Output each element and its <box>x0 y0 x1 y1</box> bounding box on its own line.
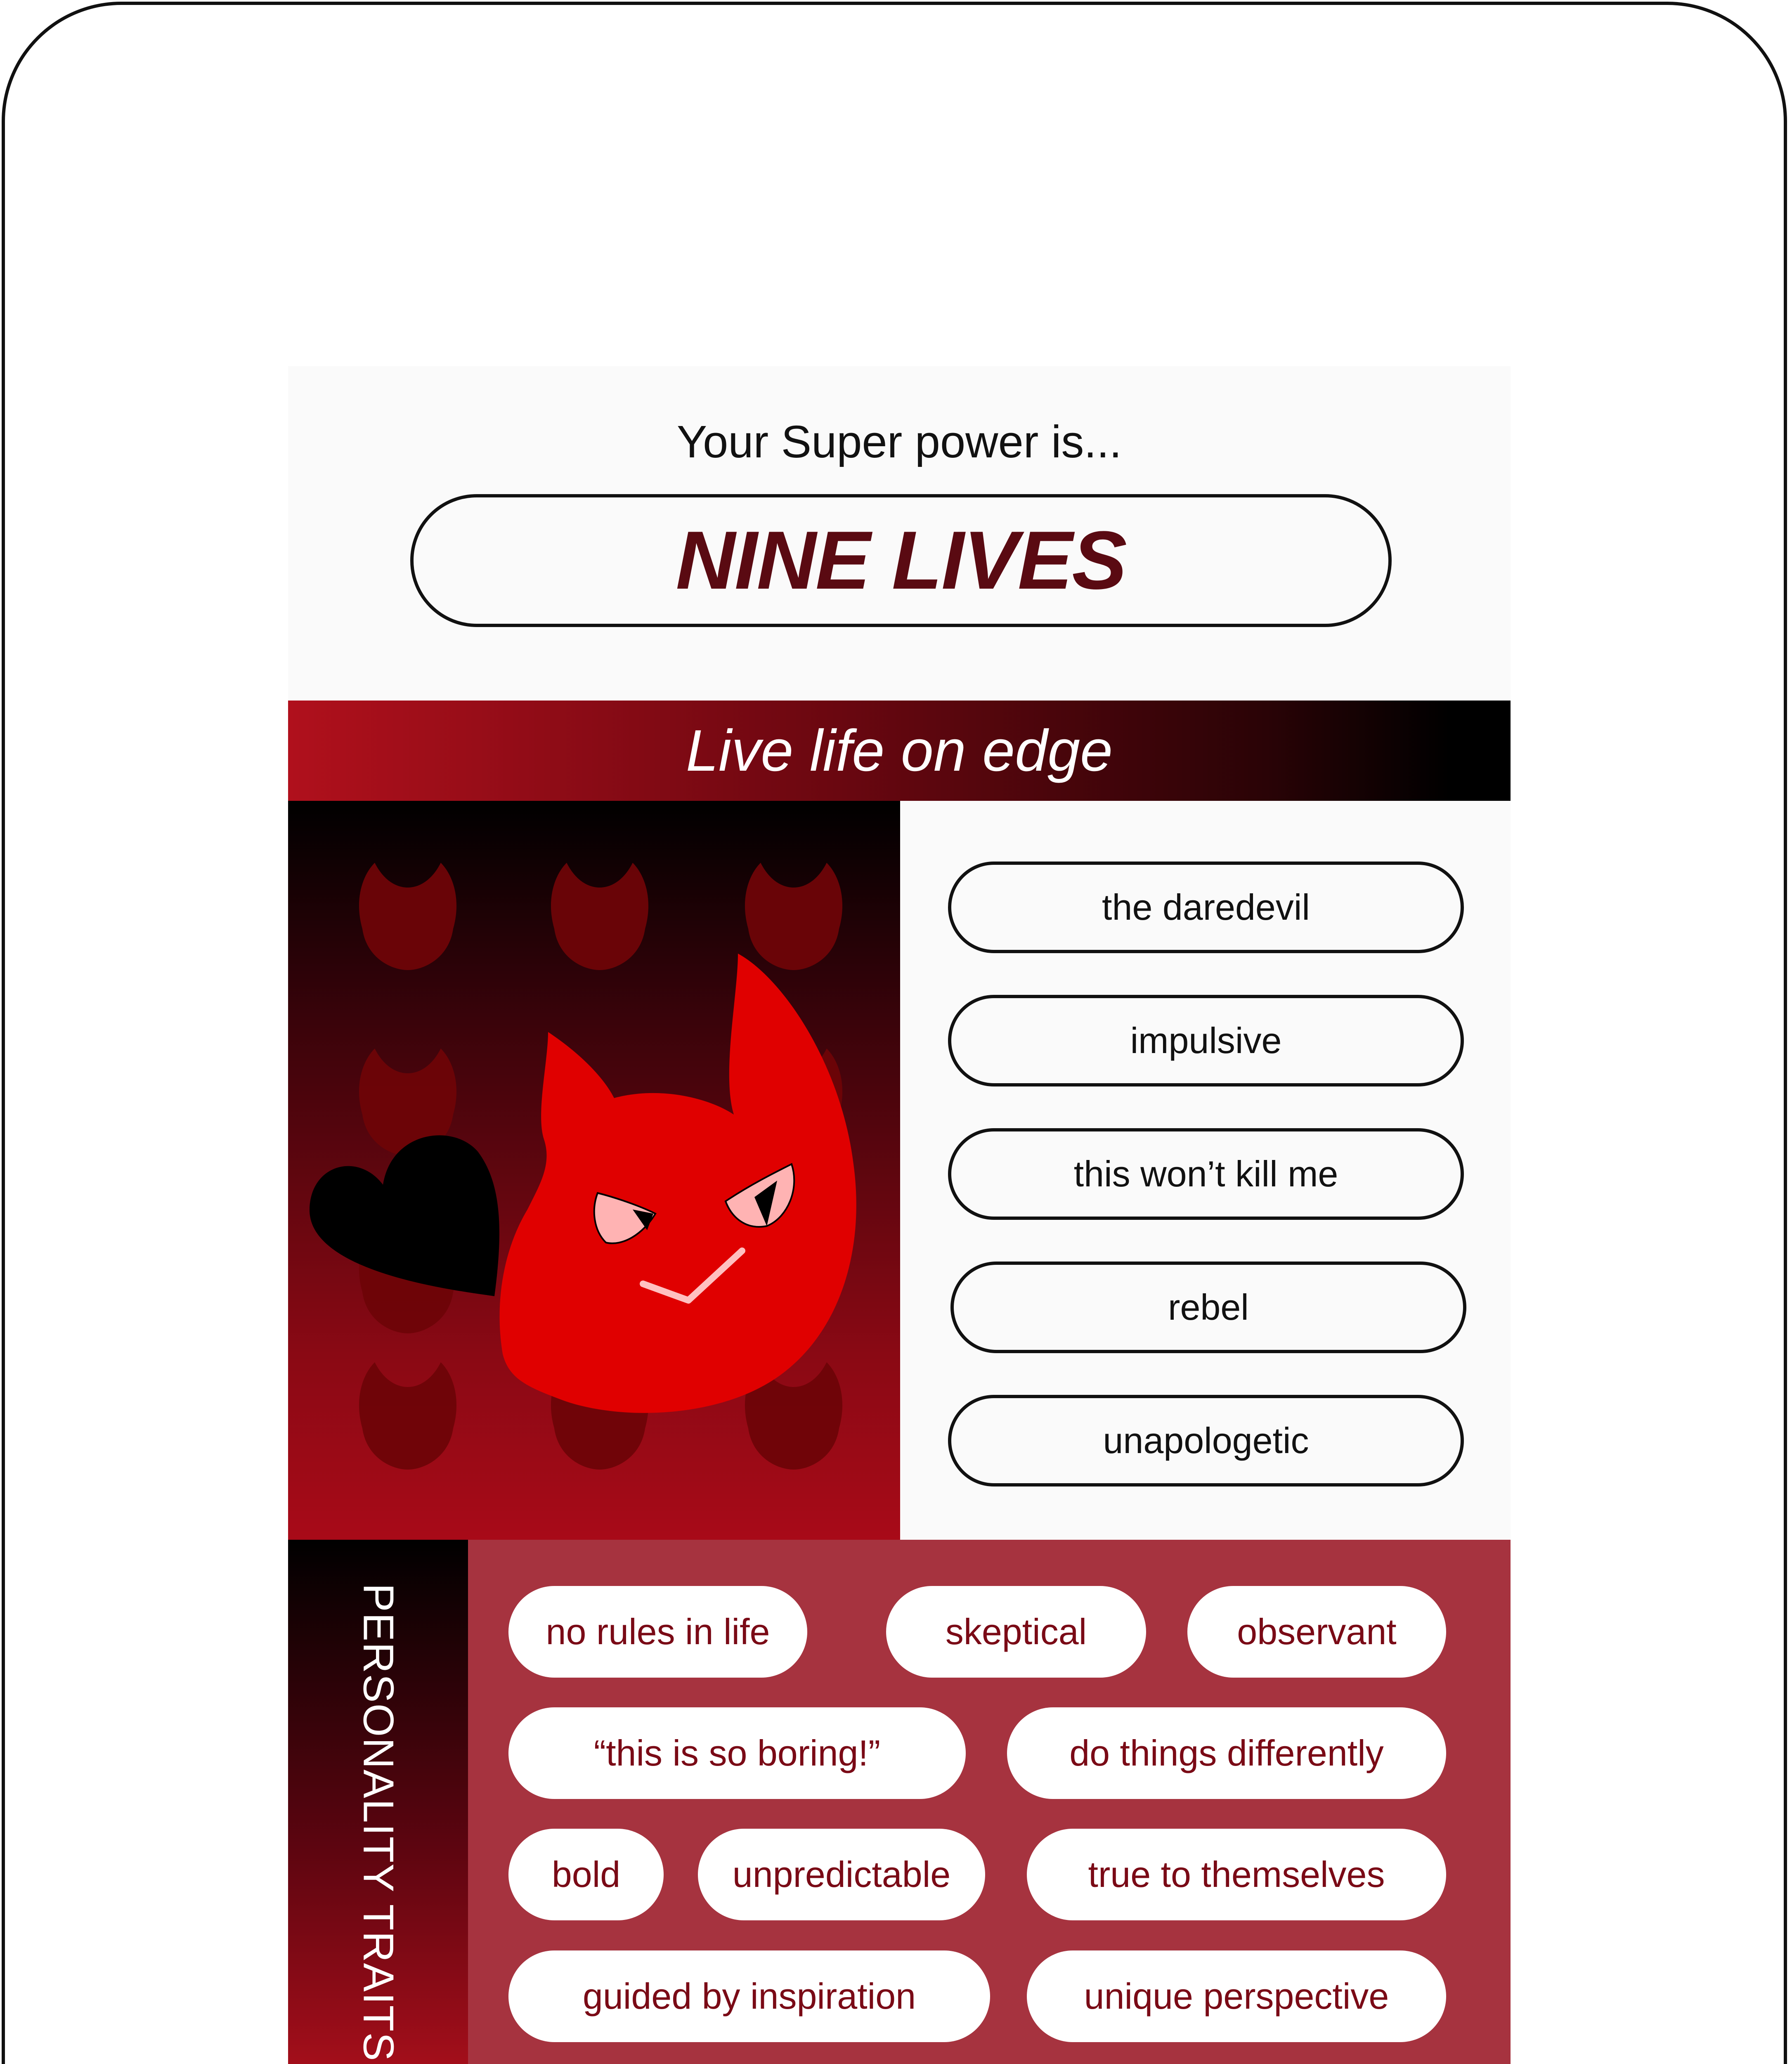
trait-chip: observant <box>1187 1586 1446 1678</box>
personality-traits-sidebar <box>288 1540 468 2064</box>
power-name-pill <box>410 494 1392 627</box>
devil-cat-head <box>500 954 856 1413</box>
trait-chip: skeptical <box>886 1586 1146 1678</box>
list-item: impulsive <box>948 995 1464 1086</box>
trait-chip: “this is so boring!” <box>508 1707 966 1799</box>
devil-cat-art <box>288 801 900 1540</box>
trait-chip: guided by inspiration <box>508 1950 990 2042</box>
phone-frame <box>2 2 1787 2064</box>
list-item: this won’t kill me <box>948 1128 1464 1220</box>
personality-traits-label: PERSONALITY TRAITS <box>354 1583 402 2062</box>
trait-chip: do things differently <box>1007 1707 1446 1799</box>
power-name: NINE LIVES <box>676 514 1126 606</box>
header <box>288 366 1511 701</box>
trait-chip: true to themselves <box>1027 1829 1446 1920</box>
trait-chip: unique perspective <box>1027 1950 1446 2042</box>
personality-traits-area <box>468 1540 1511 2064</box>
tagline-band <box>288 701 1511 801</box>
superpower-card <box>288 366 1511 2064</box>
trait-chip: no rules in life <box>508 1586 807 1678</box>
list-item: rebel <box>950 1262 1466 1353</box>
devil-cat-illustration <box>288 801 900 1540</box>
list-item: the daredevil <box>948 862 1464 953</box>
traits-list <box>900 801 1511 1540</box>
list-item: unapologetic <box>948 1395 1464 1486</box>
trait-chip: bold <box>508 1829 664 1920</box>
heart-icon <box>310 1135 499 1296</box>
trait-chip: unpredictable <box>698 1829 985 1920</box>
intro-text: Your Super power is... <box>676 417 1122 467</box>
tagline: Live life on edge <box>686 717 1113 783</box>
